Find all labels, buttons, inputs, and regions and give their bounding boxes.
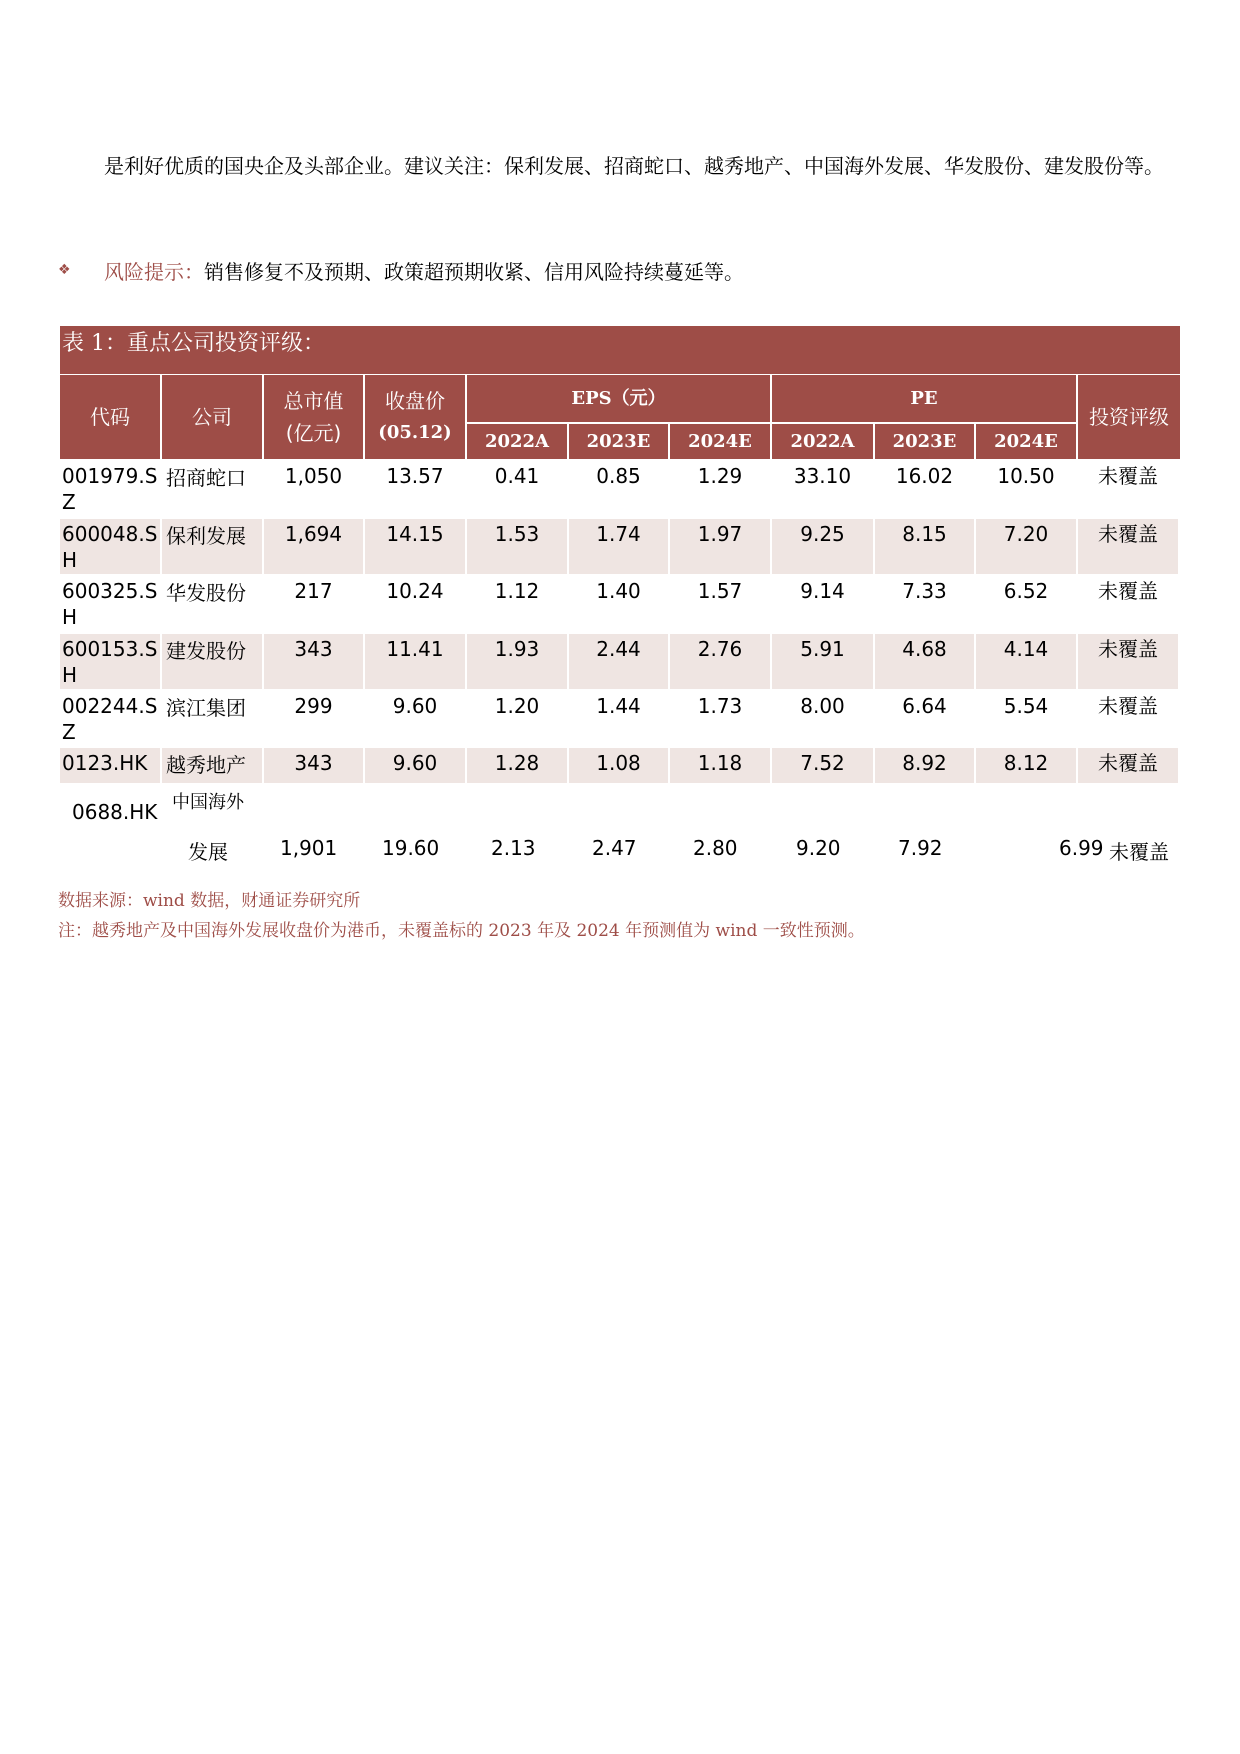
- cell-close: 9.60: [365, 748, 467, 785]
- cell-company-line2: 发展: [188, 840, 228, 864]
- cell-company: 滨江集团: [162, 691, 264, 748]
- cell-mktcap: 1,694: [264, 519, 365, 576]
- table-title: 表 1：重点公司投资评级：: [62, 331, 325, 356]
- cell-code: 002244.SZ: [60, 691, 162, 748]
- cell-eps-2: 2.80: [693, 836, 738, 860]
- cell-pe-1: 7.92: [898, 836, 943, 860]
- cell-pe: 8.12: [976, 748, 1078, 785]
- cell-pe: 9.25: [772, 519, 875, 576]
- cell-eps: 0.41: [467, 461, 569, 519]
- cell-rating: 未覆盖: [1078, 634, 1180, 691]
- cell-rating: 未覆盖: [1078, 691, 1180, 748]
- cell-pe: 16.02: [875, 461, 976, 519]
- cell-pe: 9.14: [772, 576, 875, 634]
- risk-label: 风险提示：: [104, 260, 204, 284]
- cell-mktcap: 1,901: [280, 836, 338, 860]
- cell-pe: 6.52: [976, 576, 1078, 634]
- cell-eps: 2.44: [569, 634, 670, 691]
- cell-pe: 7.20: [976, 519, 1078, 576]
- cell-code: 0688.HK: [72, 800, 158, 824]
- header-mktcap: [264, 375, 365, 461]
- cell-rating: 未覆盖: [1078, 576, 1180, 634]
- cell-eps-1: 2.47: [592, 836, 637, 860]
- cell-pe-0: 9.20: [796, 836, 841, 860]
- cell-pe: 8.92: [875, 748, 976, 785]
- cell-company: 招商蛇口: [162, 461, 264, 519]
- cell-code: 001979.SZ: [60, 461, 162, 519]
- cell-eps: 0.85: [569, 461, 670, 519]
- cell-eps: 1.57: [670, 576, 772, 634]
- cell-rating: 未覆盖: [1109, 840, 1169, 864]
- cell-rating: 未覆盖: [1078, 461, 1180, 519]
- header-year: 2023E: [569, 424, 670, 461]
- cell-rating: 未覆盖: [1078, 748, 1180, 785]
- cell-mktcap: 1,050: [264, 461, 365, 519]
- header-rating: 投资评级: [1078, 375, 1180, 461]
- cell-code: 600153.SH: [60, 634, 162, 691]
- header-year: 2024E: [670, 424, 772, 461]
- cell-mktcap: 217: [264, 576, 365, 634]
- header-close: [365, 375, 467, 461]
- data-source: 数据来源：wind 数据，财通证券研究所: [58, 891, 361, 911]
- header-year: 2024E: [976, 424, 1078, 461]
- header-year: 2022A: [772, 424, 875, 461]
- cell-pe: 33.10: [772, 461, 875, 519]
- cell-company: 保利发展: [162, 519, 264, 576]
- cell-company-line1: 中国海外: [172, 792, 244, 813]
- cell-close: 11.41: [365, 634, 467, 691]
- cell-pe: 8.15: [875, 519, 976, 576]
- cell-mktcap: 343: [264, 748, 365, 785]
- cell-eps: 1.73: [670, 691, 772, 748]
- cell-pe: 6.64: [875, 691, 976, 748]
- cell-pe: 5.54: [976, 691, 1078, 748]
- close-label: 收盘价: [385, 389, 445, 413]
- cell-pe: 5.91: [772, 634, 875, 691]
- cell-pe: 8.00: [772, 691, 875, 748]
- cell-eps: 1.40: [569, 576, 670, 634]
- cell-eps: 1.29: [670, 461, 772, 519]
- cell-eps: 1.18: [670, 748, 772, 785]
- cell-pe: 4.14: [976, 634, 1078, 691]
- cell-close: 19.60: [382, 836, 440, 860]
- cell-company: 建发股份: [162, 634, 264, 691]
- cell-pe: 10.50: [976, 461, 1078, 519]
- cell-code: 0123.HK: [60, 748, 162, 785]
- cell-pe: 7.33: [875, 576, 976, 634]
- cell-pe: 4.68: [875, 634, 976, 691]
- cell-code: 600048.SH: [60, 519, 162, 576]
- mktcap-unit: (亿元): [285, 421, 342, 445]
- cell-company: 华发股份: [162, 576, 264, 634]
- cell-rating: 未覆盖: [1078, 519, 1180, 576]
- mktcap-label: 总市值: [283, 389, 344, 413]
- header-eps: EPS（元）: [467, 375, 772, 424]
- cell-close: 14.15: [365, 519, 467, 576]
- cell-mktcap: 343: [264, 634, 365, 691]
- cell-eps: 1.28: [467, 748, 569, 785]
- cell-eps: 1.44: [569, 691, 670, 748]
- header-year: 2022A: [467, 424, 569, 461]
- diamond-bullet-icon: ❖: [58, 262, 71, 278]
- cell-close: 9.60: [365, 691, 467, 748]
- body-paragraph: 是利好优质的国央企及头部企业。建议关注：保利发展、招商蛇口、越秀地产、中国海外发展、华发股份、建发股份等。: [104, 154, 1164, 178]
- cell-pe-2: 6.99: [1059, 836, 1104, 860]
- cell-eps: 2.76: [670, 634, 772, 691]
- cell-company: 越秀地产: [162, 748, 264, 785]
- cell-pe: 7.52: [772, 748, 875, 785]
- header-company: 公司: [162, 375, 264, 461]
- header-code: 代码: [60, 375, 162, 461]
- cell-eps: 1.93: [467, 634, 569, 691]
- header-pe: PE: [772, 375, 1078, 424]
- risk-warning: [104, 256, 744, 285]
- cell-eps-0: 2.13: [491, 836, 536, 860]
- cell-close: 10.24: [365, 576, 467, 634]
- cell-eps: 1.12: [467, 576, 569, 634]
- cell-eps: 1.20: [467, 691, 569, 748]
- risk-text: 销售修复不及预期、政策超预期收紧、信用风险持续蔓延等。: [204, 260, 744, 284]
- cell-mktcap: 299: [264, 691, 365, 748]
- header-year: 2023E: [875, 424, 976, 461]
- cell-eps: 1.08: [569, 748, 670, 785]
- cell-eps: 1.74: [569, 519, 670, 576]
- cell-code: 600325.SH: [60, 576, 162, 634]
- table-title-band: [60, 326, 1180, 374]
- table-note: 注：越秀地产及中国海外发展收盘价为港币，未覆盖标的 2023 年及 2024 年预测值为 wind 一致性预测。: [58, 921, 865, 941]
- cell-eps: 1.53: [467, 519, 569, 576]
- cell-eps: 1.97: [670, 519, 772, 576]
- close-date: (05.12): [378, 422, 452, 443]
- cell-close: 13.57: [365, 461, 467, 519]
